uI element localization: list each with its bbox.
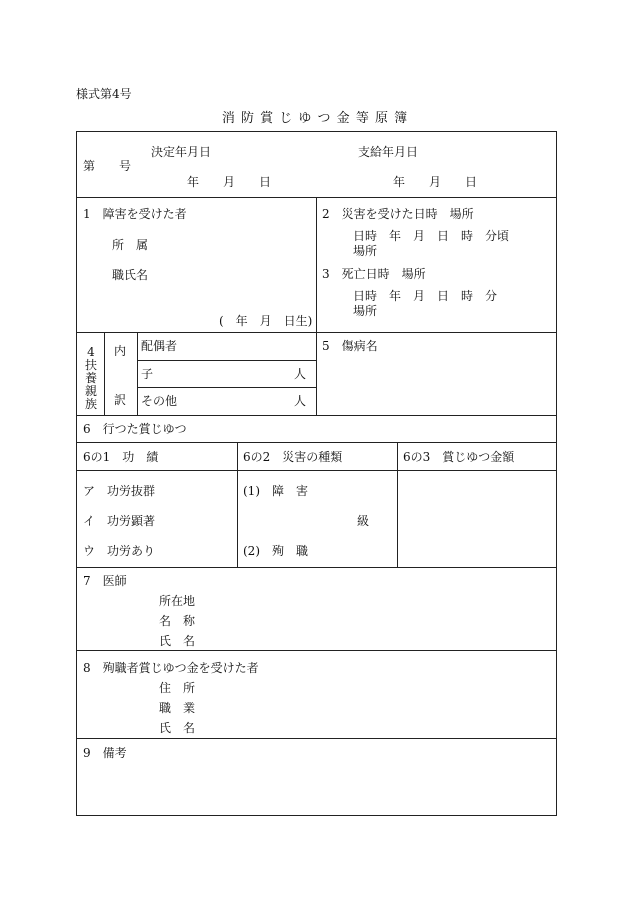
- divider-kin-breakdown: [137, 332, 138, 415]
- other-label: その他: [141, 394, 178, 408]
- merit-u: ウ 功労あり: [83, 544, 156, 558]
- recipient-occupation-label: 職 業: [159, 701, 196, 715]
- merit-column-label: 6の1 功 績: [83, 450, 159, 464]
- recipient-name-label: 氏 名: [159, 721, 196, 735]
- divider-section4: [77, 415, 556, 416]
- divider-section6-heads: [77, 470, 556, 471]
- section7-label: 7 医師: [83, 574, 127, 588]
- divider-col-right: [316, 197, 317, 415]
- kin-char-3: 親: [84, 384, 97, 398]
- section3-place: 場所: [353, 304, 378, 318]
- affiliation-label: 所 属: [112, 238, 149, 252]
- section1-label: 1 障害を受けた者: [83, 207, 187, 221]
- kin-char-4: 族: [84, 397, 97, 411]
- disaster-death: (2) 殉 職: [243, 544, 308, 558]
- divider-section6: [77, 567, 556, 568]
- doctor-address-label: 所在地: [159, 594, 196, 608]
- divider-section7: [77, 650, 556, 651]
- kin-char-1: 扶: [84, 358, 97, 372]
- divider-spouse: [137, 360, 316, 361]
- decision-date-value: 年 月 日: [187, 175, 272, 189]
- section8-label: 8 殉職者賞じゆつ金を受けた者: [83, 661, 259, 675]
- breakdown-bottom-char: 訳: [114, 393, 127, 407]
- payment-date-label: 支給年月日: [358, 145, 419, 159]
- divider-section6-title: [77, 442, 556, 443]
- divider-child: [137, 387, 316, 388]
- ledger-form: [76, 131, 557, 816]
- divider-col6-1: [237, 442, 238, 567]
- merit-i: イ 功労顕著: [83, 514, 156, 528]
- child-label: 子: [141, 367, 154, 381]
- divider-kin-number: [104, 332, 105, 415]
- payment-date-value: 年 月 日: [393, 175, 478, 189]
- section5-label: 5 傷病名: [322, 339, 378, 353]
- disaster-type-column-label: 6の2 災害の種類: [243, 450, 343, 464]
- decision-date-label: 決定年月日: [151, 145, 212, 159]
- section9-label: 9 備考: [83, 746, 127, 760]
- section3-label: 3 死亡日時 場所: [322, 267, 426, 281]
- doctor-person-name-label: 氏 名: [159, 634, 196, 648]
- section3-datetime: 日時 年 月 日 時 分: [353, 289, 498, 303]
- kin-number: 4: [87, 345, 95, 359]
- section2-label: 2 災害を受けた日時 場所: [322, 207, 474, 221]
- other-unit: 人: [294, 394, 307, 408]
- divider-col6-2: [397, 442, 398, 567]
- recipient-address-label: 住 所: [159, 681, 196, 695]
- merit-a: ア 功労抜群: [83, 484, 156, 498]
- name-position-label: 職氏名: [112, 268, 149, 282]
- child-unit: 人: [294, 367, 307, 381]
- spouse-label: 配偶者: [141, 339, 178, 353]
- form-number: 様式第4号: [76, 87, 132, 101]
- disaster-injury: (1) 障 害: [243, 484, 308, 498]
- doctor-facility-name-label: 名 称: [159, 614, 196, 628]
- document-title: 消 防 賞 じ ゆ つ 金 等 原 簿: [221, 111, 409, 126]
- section2-place: 場所: [353, 244, 378, 258]
- breakdown-top-char: 内: [114, 344, 127, 358]
- number-label: 第 号: [83, 159, 132, 173]
- section6-label: 6 行つた賞じゆつ: [83, 422, 187, 436]
- divider-section8: [77, 738, 556, 739]
- award-amount-column-label: 6の3 賞じゆつ金額: [403, 450, 515, 464]
- birth-date-label: ( 年 月 日生): [219, 314, 313, 328]
- injury-grade: 級: [357, 514, 370, 528]
- kin-vertical-label: [84, 346, 98, 411]
- section2-datetime: 日時 年 月 日 時 分頃: [353, 229, 510, 243]
- kin-char-2: 養: [84, 371, 97, 385]
